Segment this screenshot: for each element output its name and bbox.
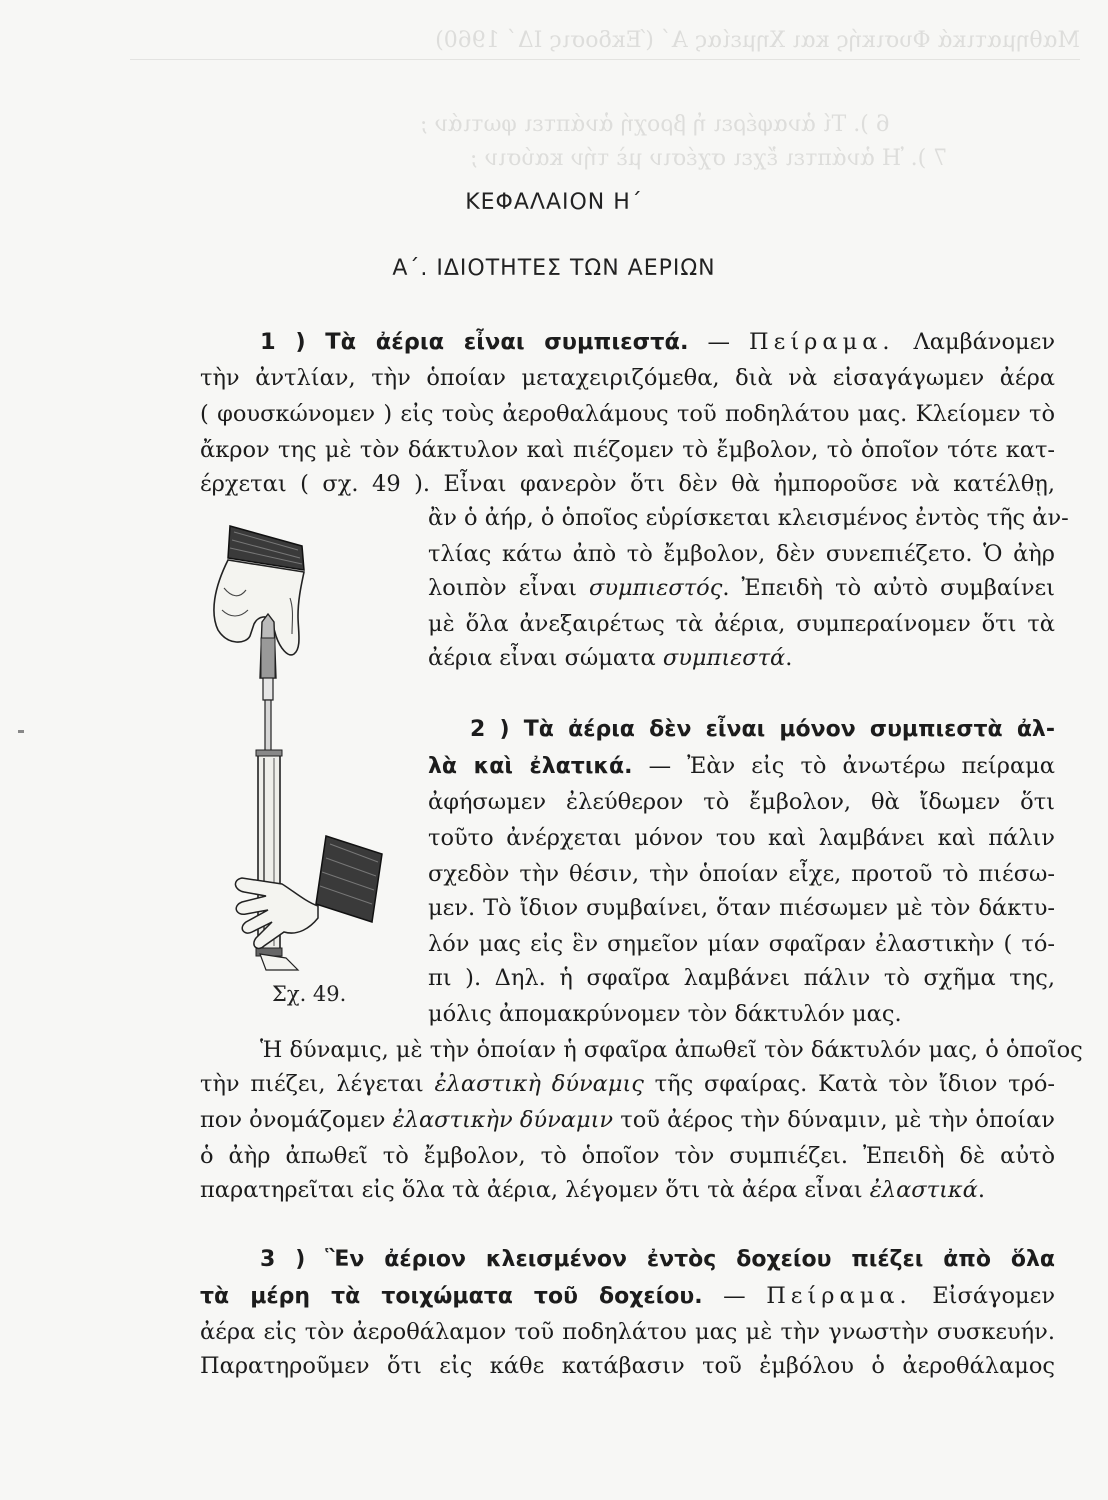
figure-caption: Σχ. 49. bbox=[272, 982, 347, 1006]
emphasis: συμπιεστός bbox=[589, 575, 723, 601]
paragraph-1-line bbox=[428, 640, 1055, 676]
hand-icon bbox=[214, 526, 304, 655]
paragraph-1-line: τὴν ἀντλίαν, τὴν ὁποίαν μεταχειριζόμεθα, διὰ νὰ εἰσαγάγωμεν ἀέρα bbox=[200, 365, 1055, 391]
figure-49 bbox=[206, 518, 406, 978]
paragraph-1-line: ἄκρον της μὲ τὸν δάκτυλον καὶ πιέζομεν τὸ ἔμβολον, τὸ ὁποῖον τότε κατ- bbox=[200, 437, 1055, 463]
text-run: — Ἐὰν εἰς τὸ ἀνωτέρω πείραμα bbox=[632, 753, 1055, 779]
margin-mark bbox=[18, 730, 24, 733]
paragraph-2-heading: λὰ καὶ ἐλατικά. bbox=[428, 754, 633, 779]
figure-49-illustration bbox=[206, 518, 406, 978]
dash: — bbox=[688, 329, 750, 355]
paragraph-1-line bbox=[260, 324, 1055, 360]
paragraph-2-line: πι ). Δηλ. ἡ σφαῖρα λαμβάνει πάλιν τὸ σχῆμα της, bbox=[428, 965, 1055, 991]
paragraph-2-line: ἀφήσωμεν ἐλεύθερον τὸ ἔμβολον, θὰ ἴδωμεν ὅτι bbox=[428, 789, 1055, 815]
paragraph-2-line: λόν μας εἰς ἓν σημεῖον μίαν σφαῖραν ἐλαστικὴν ( τό- bbox=[428, 931, 1055, 957]
paragraph-2-line bbox=[200, 1066, 1055, 1102]
bleed-through-header: Μαθηματικά Φυσικής και Χημείας Α΄ (Έκδοσις ΙΔ΄ 1960) bbox=[130, 28, 1080, 60]
text-run: . bbox=[977, 1177, 986, 1203]
paragraph-2-line: μεν. Τὸ ἴδιον συμβαίνει, ὅταν πιέσωμεν μὲ τὸν δάκτυ- bbox=[428, 895, 1055, 921]
paragraph-2-line: Ἡ δύναμις, μὲ τὴν ὁποίαν ἡ σφαῖρα ἀπωθεῖ τὸν δάκτυλόν μας, ὁ ὁποῖος bbox=[260, 1037, 1083, 1063]
paragraph-1-heading: 1 ) Τὰ ἀέρια εἶναι συμπιεστά. bbox=[260, 329, 689, 355]
bleed-through-line: 7 ). Ἡ ἀνάπτει ἔχει σχέσιν μὲ τήν καύσιν ; bbox=[470, 146, 948, 171]
paragraph-3-heading: τὰ μέρη τὰ τοιχώματα τοῦ δοχείου. bbox=[200, 1284, 703, 1309]
text-run: πον ὀνομάζομεν bbox=[200, 1107, 393, 1133]
paragraph-2-line: σχεδὸν τὴν θέσιν, τὴν ὁποίαν εἶχε, προτοῦ τὸ πιέσω- bbox=[428, 861, 1055, 887]
emphasis: συμπιεστά bbox=[662, 645, 786, 671]
dash: — bbox=[702, 1283, 767, 1309]
text-run: τὴν πιέζει, λέγεται bbox=[200, 1071, 435, 1097]
chapter-title: ΚΕΦΑΛΑΙΟΝ Η΄ bbox=[465, 190, 643, 215]
paragraph-3-line bbox=[200, 1278, 1055, 1315]
paragraph-2-heading: 2 ) Τὰ ἀέρια δὲν εἶναι μόνον συμπιεστὰ ἀλ- bbox=[470, 717, 1055, 742]
paragraph-2-line bbox=[200, 1102, 1055, 1138]
text-run: . Ἐπειδὴ τὸ αὐτὸ συμβαίνει bbox=[722, 575, 1055, 601]
paragraph-1-line: ( φουσκώνομεν ) εἰς τοὺς ἀεροθαλάμους τοῦ ποδηλάτου μας. Κλείομεν τὸ bbox=[200, 401, 1055, 427]
emphasis: ἐλαστικά bbox=[869, 1177, 978, 1203]
text-run: τοῦ ἀέρος τὴν δύναμιν, μὲ τὴν ὁποίαν bbox=[613, 1107, 1055, 1133]
paragraph-1-line: έρχεται ( σχ. 49 ). Εἶναι φανερὸν ὅτι δὲν θὰ ἠμποροῦσε νὰ κατέλθῃ, bbox=[200, 471, 1055, 497]
section-title: Α΄. ΙΔΙΟΤΗΤΕΣ ΤΩΝ ΑΕΡΙΩΝ bbox=[392, 256, 716, 281]
experiment-label: Πείραμα. bbox=[749, 329, 895, 355]
text-run: Λαμβάνομεν bbox=[894, 329, 1055, 355]
paragraph-1-line: ἂν ὁ ἀήρ, ὁ ὁποῖος εὑρίσκεται κλεισμένος ἐντὸς τῆς ἀν- bbox=[428, 505, 1069, 531]
bleed-through-line: 6 ). Τί ἀναφέρει ἡ βροχή ἀνάπτει φωτιάν ; bbox=[420, 112, 890, 137]
text-run: Εἰσάγομεν bbox=[911, 1283, 1055, 1309]
text-run: ἀέρια εἶναι σώματα bbox=[428, 645, 663, 671]
text-run: τῆς σφαίρας. Κατὰ τὸν ἴδιον τρό- bbox=[643, 1071, 1055, 1097]
text-run: . bbox=[785, 645, 793, 671]
paragraph-1-line: μὲ ὅλα ἀνεξαιρέτως τὰ ἀέρια, συμπεραίνομεν ὅτι τὰ bbox=[428, 611, 1055, 637]
paragraph-2-line bbox=[200, 1172, 1055, 1208]
paragraph-3-line: ἀέρα εἰς τὸν ἀεροθάλαμον τοῦ ποδηλάτου μας μὲ τὴν γνωστὴν συσκευήν. bbox=[200, 1319, 1055, 1345]
text-run: παρατηρεῖται εἰς ὅλα τὰ ἀέρια, λέγομεν ὅτι τὰ ἀέρα εἶναι bbox=[200, 1177, 870, 1203]
text-run: λοιπὸν εἶναι bbox=[428, 575, 589, 601]
paragraph-2-line: μόλις ἀπομακρύνομεν τὸν δάκτυλόν μας. bbox=[428, 1001, 902, 1027]
paragraph-3-heading: 3 ) Ἓν ἀέριον κλεισμένον ἐντὸς δοχείου πιέζει ἀπὸ ὅλα bbox=[260, 1247, 1055, 1272]
experiment-label: Πείραμα. bbox=[766, 1283, 912, 1309]
paragraph-1-line bbox=[428, 570, 1055, 606]
paragraph-2-line: τοῦτο ἀνέρχεται μόνον του καὶ λαμβάνει καὶ πάλιν bbox=[428, 825, 1055, 851]
paragraph-2-line bbox=[428, 748, 1055, 785]
paragraph-2-line: ὁ ἀὴρ ἀπωθεῖ τὸ ἔμβολον, τὸ ὁποῖον τὸν συμπιέζει. Ἐπειδὴ δὲ αὐτὸ bbox=[200, 1143, 1055, 1169]
emphasis: ἐλαστικὴ δύναμις bbox=[434, 1071, 644, 1097]
paragraph-1-line: τλίας κάτω ἀπὸ τὸ ἔμβολον, δὲν συνεπιέζετο. Ὁ ἀὴρ bbox=[428, 541, 1055, 567]
emphasis: ἐλαστικὴν δύναμιν bbox=[392, 1107, 614, 1133]
paragraph-3-line: Παρατηροῦμεν ὅτι εἰς κάθε κατάβασιν τοῦ ἐμβόλου ὁ ἀεροθάλαμος bbox=[200, 1353, 1055, 1379]
